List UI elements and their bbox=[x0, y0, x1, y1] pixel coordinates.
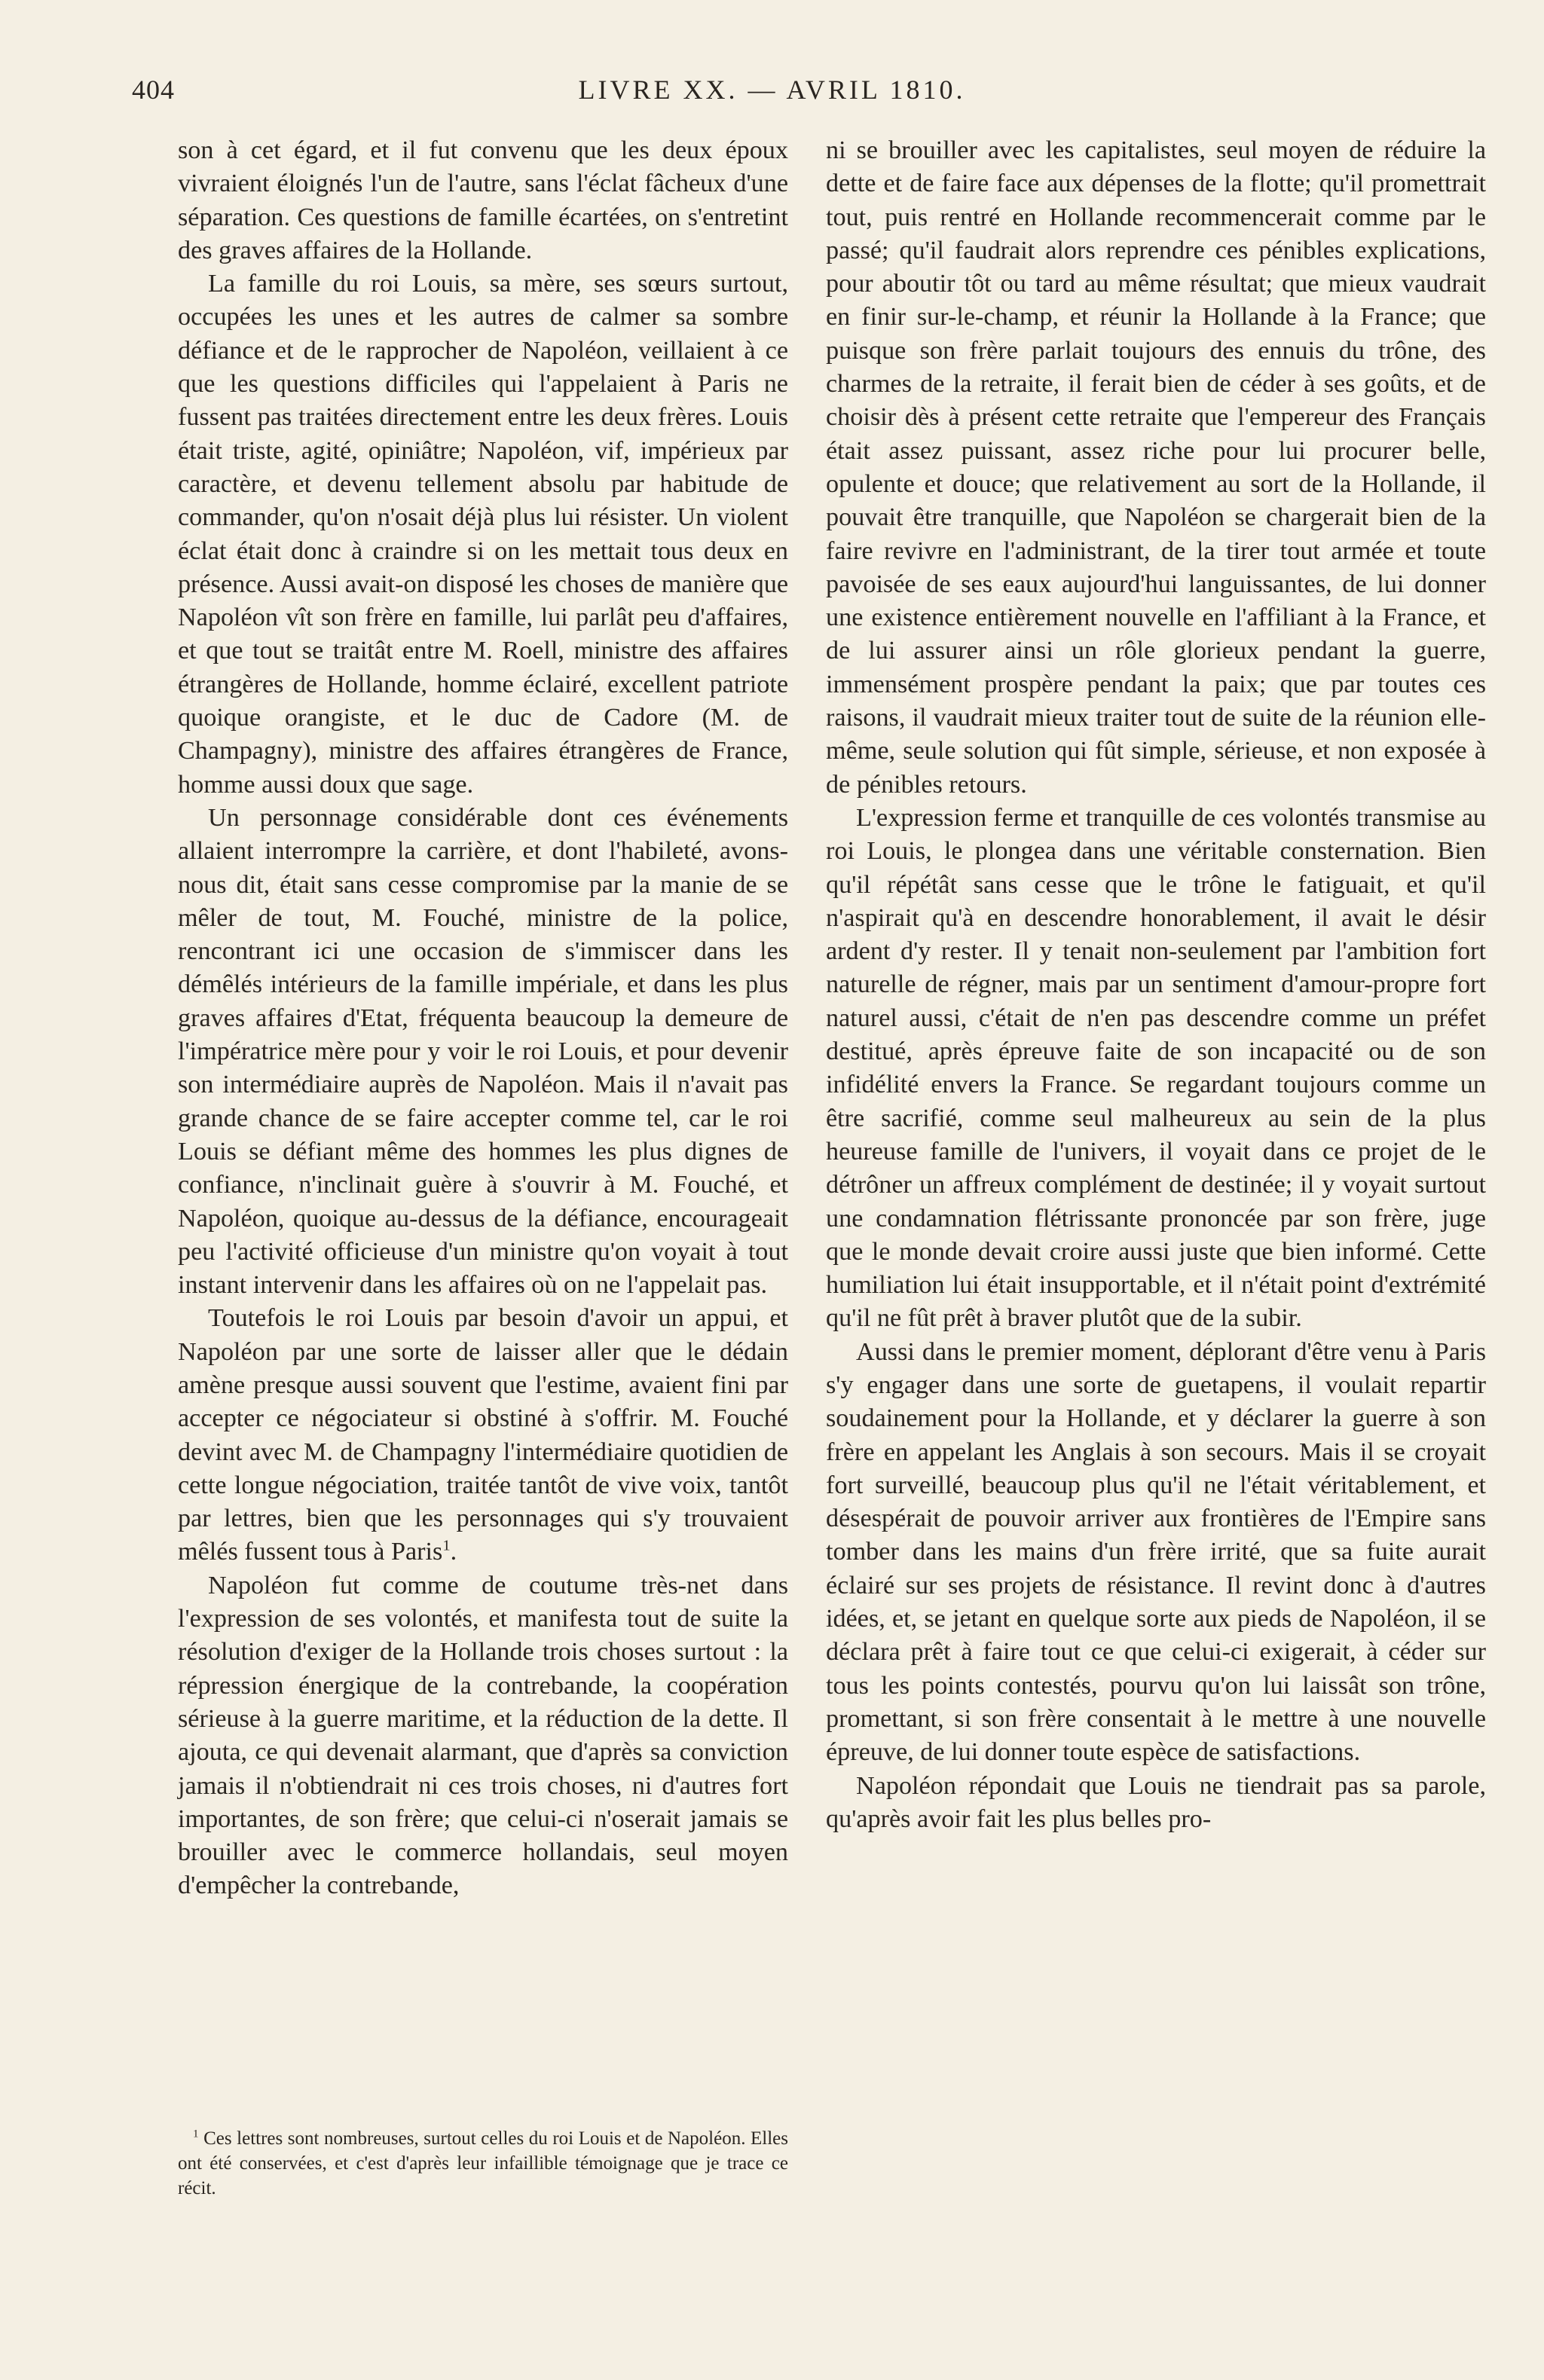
paragraph: son à cet égard, et il fut convenu que les deux époux vivraient éloignés l'un de l'autre, sans l'éclat fâcheux d'une séparation. Ces questions de famille écartées, on s'entretint des graves affaires de la Hollande. bbox=[178, 136, 788, 264]
paragraph: ni se brouiller avec les capitalistes, seul moyen de réduire la dette et de faire face aux dépenses de la flotte; qu'il promettrait tout, puis rentré en Hollande recommencerait comme par le passé; qu'il faudrait alors reprendre ces pénibles explications, pour aboutir tôt ou tard au même résultat; que mieux vaudrait en finir sur-le-champ, et réunir la Hollande à la France; que puisque son frère parlait toujours des ennuis du trône, des charmes de la retraite, il ferait bien de céder à ses goûts, et de choisir dès à présent cette retraite que l'empereur des Français était assez puissant, assez riche pour lui procurer belle, opulente et douce; que relativement au sort de la Hollande, il pouvait être tranquille, que Napoléon se chargerait bien de la faire revivre en l'administrant, de la tirer tout armée et toute pavoisée de ses eaux aujourd'hui languissantes, de lui donner une existence entièrement nouvelle en l'affiliant à la France, et de lui assurer ainsi un rôle glorieux pendant la guerre, immensément prospère pendant la paix; que par toutes ces raisons, il vaudrait mieux traiter tout de suite de la réunion elle-même, seule solution qui fût simple, sérieuse, et non exposée à de pénibles retours. bbox=[826, 136, 1486, 799]
paragraph: Napoléon répondait que Louis ne tiendrait pas sa parole, qu'après avoir fait les plus belles pro- bbox=[826, 1771, 1486, 1833]
paragraph-text: Toutefois le roi Louis par besoin d'avoir un appui, et Napoléon par une sorte de laisser aller que le dédain amène presque aussi souvent que l'estime, avaient fini par accepter ce négociateur si obstiné à s'offrir. M. Fouché devint avec M. de Champagny l'intermédiaire quotidien de cette longue négociation, traitée tantôt de vive voix, tantôt par lettres, bien que les personnages qui s'y trouvaient mêlés fussent tous à Paris bbox=[178, 1304, 788, 1566]
running-head: LIVRE XX. — AVRIL 1810. bbox=[578, 75, 966, 105]
paragraph: Un personnage considérable dont ces événements allaient interrompre la carrière, et dont l'habileté, avons-nous dit, était sans cesse compromise par la manie de se mêler de tout, M. Fouché, ministre de la police, rencontrant ici une occasion de s'immiscer dans les démêlés intérieurs de la famille impériale, et dans les plus graves affaires d'Etat, fréquenta beaucoup la demeure de l'impératrice mère pour y voir le roi Louis, et pour devenir son intermédiaire auprès de Napoléon. Mais il n'avait pas grande chance de se faire accepter comme tel, car le roi Louis se défiant même des hommes les plus dignes de confiance, n'inclinait guère à s'ouvrir à M. Fouché, et Napoléon, quoique au-dessus de la défiance, encourageait peu l'activité officieuse d'un ministre qu'on voyait à tout instant intervenir dans les affaires où on ne l'appelait pas. bbox=[178, 803, 788, 1300]
page-number: 404 bbox=[132, 75, 175, 105]
left-column bbox=[178, 134, 788, 1903]
footnote-text: Ces lettres sont nombreuses, surtout celles du roi Louis et de Napoléon. Elles ont été conservées, et c'est d'après leur infaillible témoignage que je trace ce récit. bbox=[178, 2128, 788, 2198]
paragraph: La famille du roi Louis, sa mère, ses sœurs surtout, occupées les unes et les autres de calmer sa sombre défiance et de le rapprocher de Napoléon, veillaient à ce que les questions difficiles qui l'appelaient à Paris ne fussent pas traitées directement entre les deux frères. Louis était triste, agité, opiniâtre; Napoléon, vif, impérieux par caractère, et devenu tellement absolu par habitude de commander, qu'on n'osait déjà plus lui résister. Un violent éclat était donc à craindre si on les mettait tous deux en présence. Aussi avait-on disposé les choses de manière que Napoléon vît son frère en famille, lui parlât peu d'affaires, et que tout se traitât entre M. Roell, ministre des affaires étrangères de Hollande, homme éclairé, excellent patriote quoique orangiste, et le duc de Cadore (M. de Champagny), ministre des affaires étrangères de France, homme aussi doux que sage. bbox=[178, 270, 788, 799]
paragraph: Toutefois le roi Louis par besoin d'avoir un appui, et Napoléon par une sorte de laisser aller que le dédain amène presque aussi souvent que l'estime, avaient fini par accepter ce négociateur si obstiné à s'offrir. M. Fouché devint avec M. de Champagny l'intermédiaire quotidien de cette longue négociation, traitée tantôt de vive voix, tantôt par lettres, bien que les personnages qui s'y trouvaient mêlés fussent tous à Paris$^1$. bbox=[178, 1304, 788, 1566]
right-column bbox=[826, 134, 1486, 1836]
footnote-reference: 1 bbox=[442, 1538, 451, 1555]
paragraph: L'expression ferme et tranquille de ces volontés transmise au roi Louis, le plongea dans une véritable consternation. Bien qu'il répétât sans cesse que le trône le fatiguait, et qu'il n'aspirait qu'à en descendre honorablement, il avait le désir ardent d'y rester. Il y tenait non-seulement par l'ambition fort naturelle de régner, mais par un sentiment d'amour-propre fort naturel aussi, c'était de n'en pas descendre comme un préfet destitué, après épreuve faite de son incapacité ou de son infidélité envers la France. Se regardant toujours comme un être sacrifié, comme seul malheureux au sein de la plus heureuse famille de l'univers, il voyait dans ce projet de le détrôner un affreux complément de destinée; il y voyait surtout une condamnation flétrissante prononcée par son frère, juge que le monde devait croire aussi juste que bien informé. Cette humiliation lui était insupportable, et il n'était point d'extrémité qu'il ne fût prêt à braver plutôt que de la subir. bbox=[826, 803, 1486, 1333]
footnote-marker: 1 bbox=[193, 2128, 199, 2140]
paragraph: Napoléon fut comme de coutume très-net dans l'expression de ses volontés, et manifesta tout de suite la résolution d'exiger de la Hollande trois choses surtout : la répression énergique de la contrebande, la coopération sérieuse à la guerre maritime, et la réduction de la dette. Il ajouta, ce qui devenait alarmant, que d'après sa conviction jamais il n'obtiendrait ni ces trois choses, ni d'autres fort importantes, de son frère; que celui-ci n'oserait jamais se brouiller avec le commerce hollandais, seul moyen d'empêcher la contrebande, bbox=[178, 1571, 788, 1900]
footnote bbox=[178, 2126, 788, 2201]
paragraph: Aussi dans le premier moment, déplorant d'être venu à Paris s'y engager dans une sorte de guetapens, il voulait repartir soudainement pour la Hollande, et y déclarer la guerre à son frère en appelant les Anglais à son secours. Mais il se croyait fort surveillé, beaucoup plus qu'il ne l'était véritablement, et désespérait de pouvoir arriver aux frontières de l'Empire sans tomber dans les mains d'un frère irrité, que sa fuite aurait éclairé sur ses projets de résistance. Il revint donc à d'autres idées, et, se jetant en quelque sorte aux pieds de Napoléon, il se déclara prêt à faire tout ce que celui-ci exigerait, à céder sur tous les points contestés, pourvu qu'on lui laissât son trône, promettant, si son frère consentait à le mettre à une nouvelle épreuve, de lui donner toute espèce de satisfactions. bbox=[826, 1337, 1486, 1767]
